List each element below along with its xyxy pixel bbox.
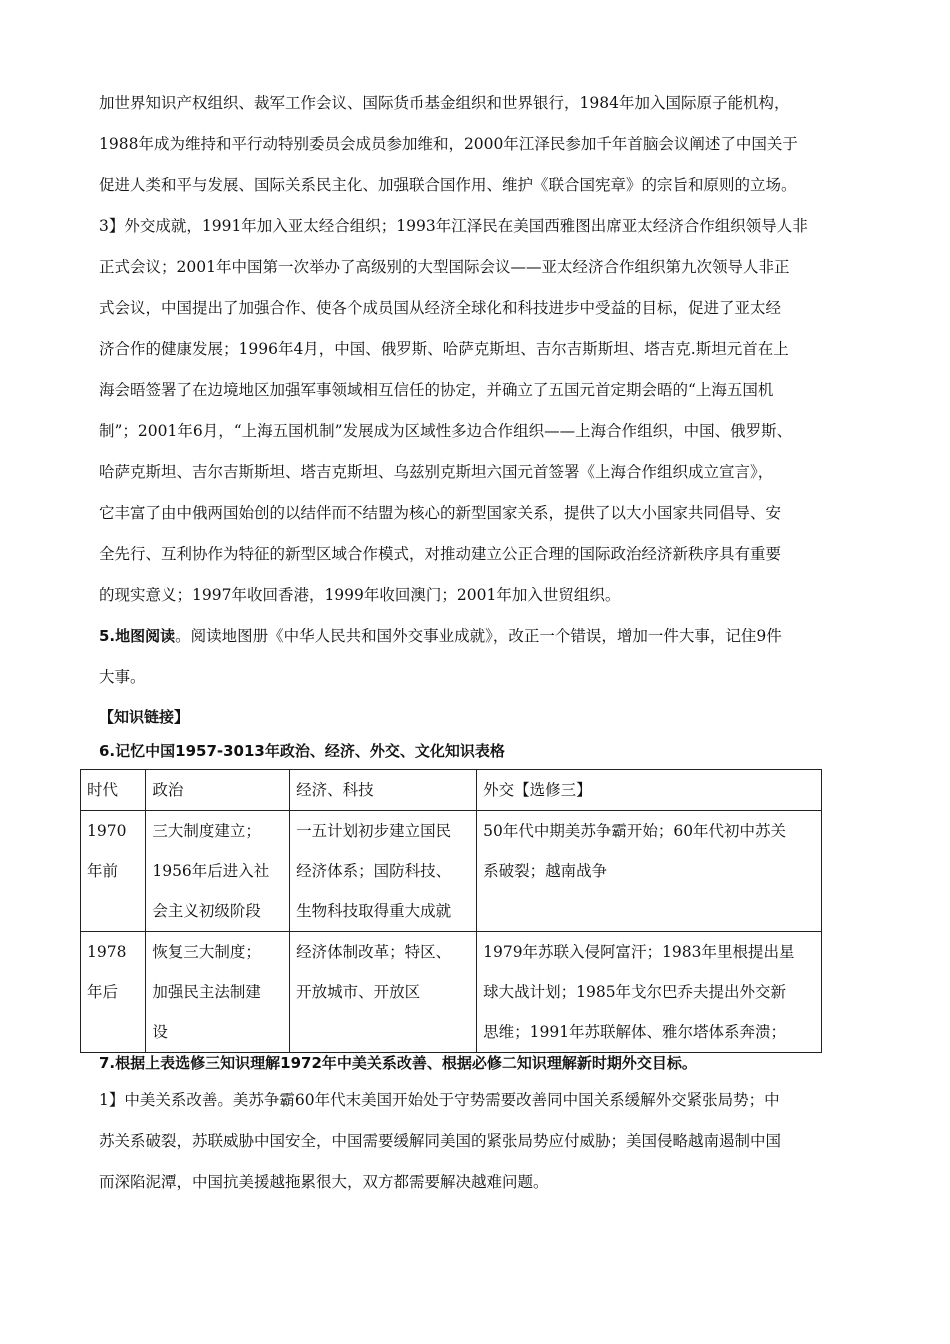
para-b-line-4: 济合作的健康发展；1996年4月，中国、俄罗斯、哈萨克斯坦、吉尔吉斯斯坦、塔吉克.斯坦元首在上 <box>99 340 789 358</box>
section5-line-2: 大事。 <box>99 668 146 686</box>
table-cell-economy <box>290 932 477 1053</box>
cell-text: 会主义初级阶段 <box>152 902 261 920</box>
cell-text: 1970 <box>87 822 127 840</box>
table-header-cell: 外交【选修三】 <box>477 770 822 811</box>
table-cell-era <box>81 811 146 932</box>
cell-text: 思维；1991年苏联解体、雅尔塔体系奔溃； <box>483 1023 787 1041</box>
table-cell-politics <box>146 811 290 932</box>
section5-line-1 <box>99 626 782 646</box>
cell-text: 系破裂；越南战争 <box>483 862 608 880</box>
para-c-line-3: 而深陷泥潭，中国抗美援越拖累很大，双方都需要解决越难问题。 <box>99 1173 549 1191</box>
cell-text: 设 <box>152 1023 168 1041</box>
table-header-cell: 政治 <box>146 770 290 811</box>
cell-text: 1979年苏联入侵阿富汗；1983年里根提出星 <box>483 943 795 961</box>
cell-text: 经济体制改革；特区、 <box>296 943 452 961</box>
para-b-line-8: 它丰富了由中俄两国始创的以结伴而不结盟为核心的新型国家关系，提供了以大小国家共同倡导、安 <box>99 504 782 522</box>
cell-text: 恢复三大制度； <box>152 943 261 961</box>
para-c-line-2: 苏关系破裂，苏联威胁中国安全，中国需要缓解同美国的紧张局势应付威胁；美国侵略越南遏制中国 <box>99 1132 782 1150</box>
cell-text: 50年代中期美苏争霸开始；60年代初中苏关 <box>483 822 787 840</box>
para-a-line-3: 促进人类和平与发展、国际关系民主化、加强联合国作用、维护《联合国宪章》的宗旨和原则的立场。 <box>99 176 797 194</box>
section5-text: 。阅读地图册《中华人民共和国外交事业成就》，改正一个错误，增加一件大事，记住9件 <box>175 627 782 645</box>
cell-text: 年后 <box>87 983 119 1001</box>
cell-text: 开放城市、开放区 <box>296 983 421 1001</box>
section5-heading: 5.地图阅读 <box>99 627 176 645</box>
history-table <box>80 769 822 1053</box>
knowledge-link-heading: 【知识链接】 <box>99 708 190 726</box>
para-a-line-2: 1988年成为维持和平行动特别委员会成员参加维和，2000年江泽民参加千年首脑会议阐述了中国关于 <box>99 135 798 153</box>
table-header-row <box>81 770 822 811</box>
table-cell-era <box>81 932 146 1053</box>
cell-text: 三大制度建立； <box>152 822 261 840</box>
section7-heading: 7.根据上表选修三知识理解1972年中美关系改善、根据必修二知识理解新时期外交目标。 <box>99 1054 697 1072</box>
table-cell-diplomacy <box>477 811 822 932</box>
para-b-line-6: 制”；2001年6月，“上海五国机制”发展成为区域性多边合作组织——上海合作组织，中国、俄罗斯、 <box>99 422 793 440</box>
cell-text: 球大战计划；1985年戈尔巴乔夫提出外交新 <box>483 983 787 1001</box>
table-header-cell: 经济、科技 <box>290 770 477 811</box>
section6-heading: 6.记忆中国1957-3013年政治、经济、外交、文化知识表格 <box>99 742 505 760</box>
para-c-line-1: 1】中美关系改善。美苏争霸60年代末美国开始处于守势需要改善同中国关系缓解外交紧张局势；中 <box>99 1091 780 1109</box>
para-b-line-1: 3】外交成就，1991年加入亚太经合组织；1993年江泽民在美国西雅图出席亚太经济合作组织领导人非 <box>99 217 808 235</box>
cell-text: 经济体系；国防科技、 <box>296 862 452 880</box>
cell-text: 年前 <box>87 862 119 880</box>
para-b-line-3: 式会议，中国提出了加强合作、使各个成员国从经济全球化和科技进步中受益的目标，促进了亚太经 <box>99 299 782 317</box>
para-b-line-10: 的现实意义；1997年收回香港，1999年收回澳门；2001年加入世贸组织。 <box>99 586 621 604</box>
cell-text: 加强民主法制建 <box>152 983 261 1001</box>
para-a-line-1: 加世界知识产权组织、裁军工作会议、国际货币基金组织和世界银行，1984年加入国际原子能机构， <box>99 94 790 112</box>
cell-text: 1956年后进入社 <box>152 862 270 880</box>
table-row <box>81 811 822 932</box>
cell-text: 生物科技取得重大成就 <box>296 902 452 920</box>
table-cell-diplomacy <box>477 932 822 1053</box>
cell-text: 1978 <box>87 943 127 961</box>
para-b-line-9: 全先行、互利协作为特征的新型区域合作模式，对推动建立公正合理的国际政治经济新秩序具有重要 <box>99 545 782 563</box>
table-cell-politics <box>146 932 290 1053</box>
para-b-line-2: 正式会议；2001年中国第一次举办了高级别的大型国际会议——亚太经济合作组织第九次领导人非正 <box>99 258 790 276</box>
table-cell-economy <box>290 811 477 932</box>
table-row <box>81 932 822 1053</box>
para-b-line-5: 海会晤签署了在边境地区加强军事领域相互信任的协定，并确立了五国元首定期会晤的“上海五国机 <box>99 381 774 399</box>
table-header-cell: 时代 <box>81 770 146 811</box>
para-b-line-7: 哈萨克斯坦、吉尔吉斯斯坦、塔吉克斯坦、乌兹别克斯坦六国元首签署《上海合作组织成立宣言》， <box>99 463 774 481</box>
cell-text: 一五计划初步建立国民 <box>296 822 452 840</box>
